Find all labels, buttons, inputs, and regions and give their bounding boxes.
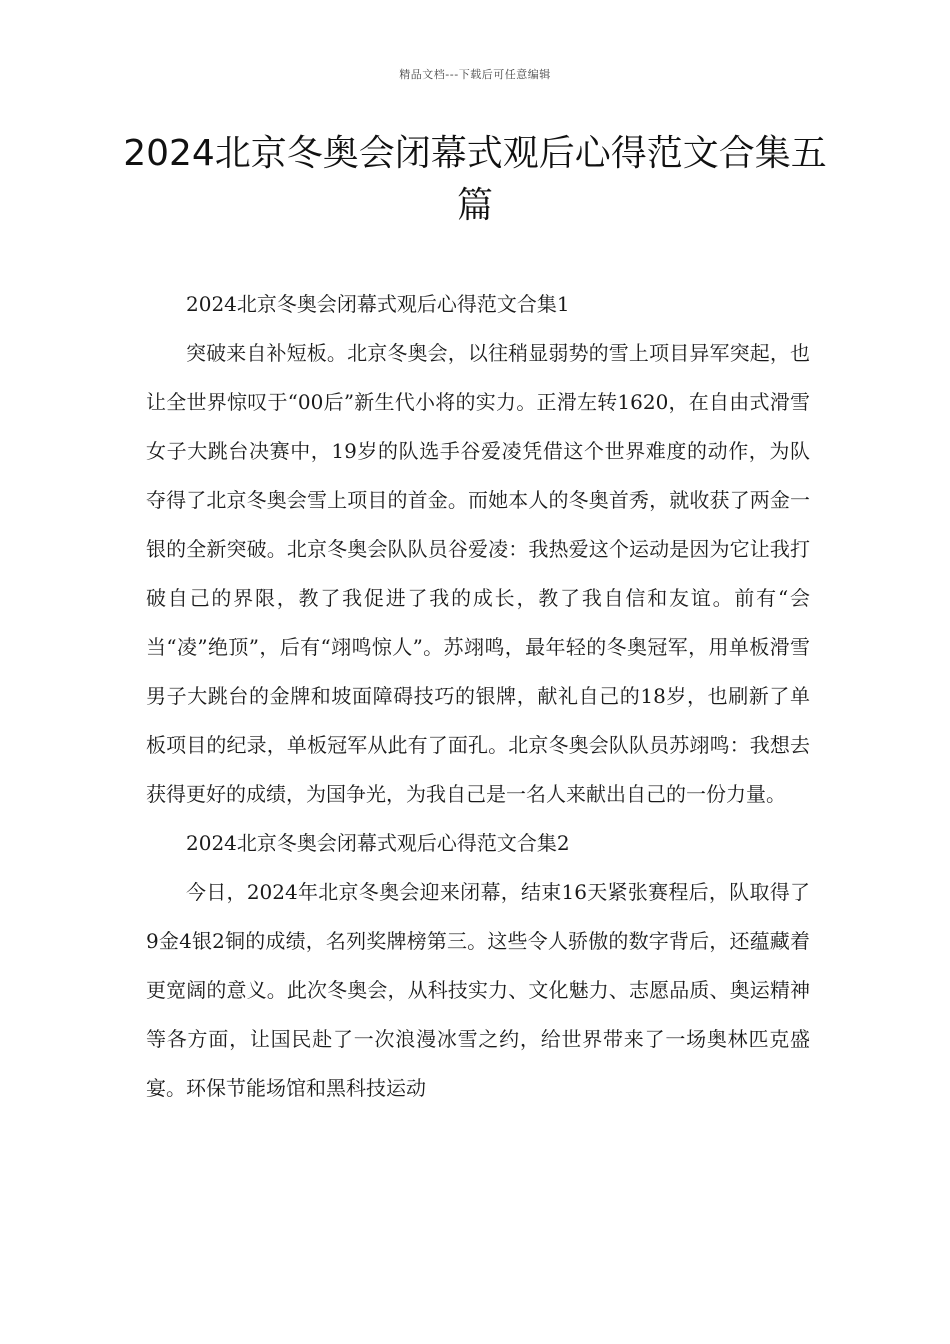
body-paragraph-2: 今日，2024年北京冬奥会迎来闭幕，结束16天紧张赛程后，队取得了9金4银2铜的成绩，名列奖牌榜第三。这些令人骄傲的数字背后，还蕴藏着更宽阔的意义。此次冬奥会，从科技实力、文化魅力、志愿品质、奥运精神等各方面，让国民赴了一次浪漫冰雪之约，给世界带来了一场奥林匹克盛宴。环保节能场馆和黑科技运动 [146, 880, 810, 1100]
header-note: 精品文档---下载后可任意编辑 [399, 68, 551, 81]
section-heading-1: 2024北京冬奥会闭幕式观后心得范文合集1 [186, 292, 570, 316]
section-heading-2: 2024北京冬奥会闭幕式观后心得范文合集2 [186, 831, 570, 855]
document-body [146, 280, 810, 1113]
body-paragraph-1: 突破来自补短板。北京冬奥会，以往稍显弱势的雪上项目异军突起，也让全世界惊叹于“00后”新生代小将的实力。正滑左转1620，在自由式滑雪女子大跳台决赛中，19岁的队选手谷爱凌凭借这个世界难度的动作，为队夺得了北京冬奥会雪上项目的首金。而她本人的冬奥首秀，就收获了两金一银的全新突破。北京冬奥会队队员谷爱凌：我热爱这个运动是因为它让我打破自己的界限，教了我促进了我的成长，教了我自信和友谊。前有“会当“凌”绝顶”，后有“翊鸣惊人”。苏翊鸣，最年轻的冬奥冠军，用单板滑雪男子大跳台的金牌和坡面障碍技巧的银牌，献礼自己的18岁，也刷新了单板项目的纪录，单板冠军从此有了面孔。北京冬奥会队队员苏翊鸣：我想去获得更好的成绩，为国争光，为我自己是一名人来献出自己的一份力量。 [146, 341, 810, 806]
document-title: 2024北京冬奥会闭幕式观后心得范文合集五篇 [123, 133, 827, 226]
